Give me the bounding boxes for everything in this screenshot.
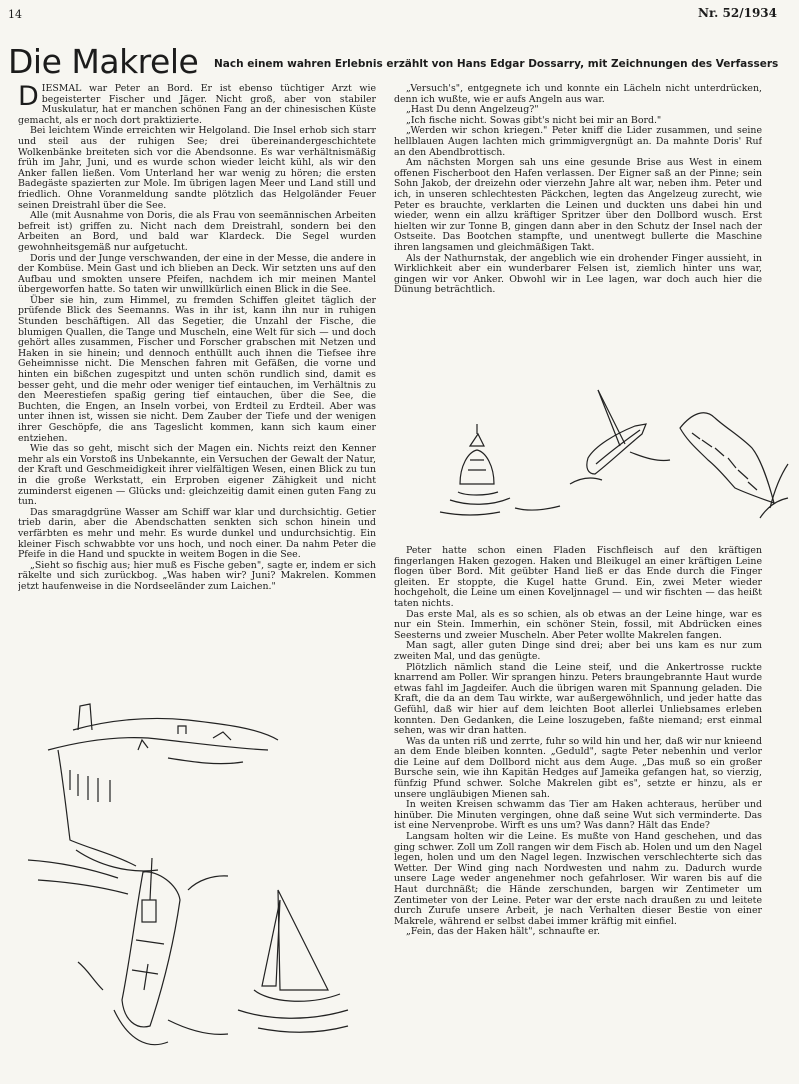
article-title: Die Makrele bbox=[8, 42, 199, 81]
illustration-island-ships bbox=[18, 690, 383, 1075]
paragraph: Was da unten riß und zerrte, fuhr so wild hin und her, daß wir nur knieend an dem Ende bleiben konnten. „Geduld", sagte Peter nebenhin und verlor die Leine auf dem Dollbord nicht aus dem Auge. „Das muß so ein großer Bursche sein, wie ihn Kapitän Hedges auf Jameika gefangen hat, so vierzig, fünfzig Pfund schwer. Solche Makrelen gibt es", setzte er hinzu, als er unsere ungläubigen Mienen sah. bbox=[394, 735, 762, 800]
paragraph: Wie das so geht, mischt sich der Magen ein. Nichts reizt den Kenner mehr als ein Vorstoß ins Unbekannte, ein Versuchen der Gewalt der Natur, der Kraft und Geschmeidigkeit ihrer vielfältigen Wesen, einen Blick zu tun in die große Werkstatt, ein Erproben eigener Zähigkeit und nicht zuminderst eigenen — Glücks und: gleichzeitig damit einen guten Fang zu tun. bbox=[18, 443, 376, 508]
paragraph: Als der Nathurnstak, der angeblich wie ein drohender Finger aussieht, in Wirklichkeit aber ein wunderbarer Felsen ist, ziemlich hinter uns war, gingen wir vor Anker. Obwohl wir in Lee lagen, war doch auch hier die Dünung beträchtlich. bbox=[394, 252, 762, 296]
illustration-buoy-boat bbox=[430, 388, 790, 546]
paragraph bbox=[18, 84, 376, 126]
paragraph: Das smaragdgrüne Wasser am Schiff war klar und durchsichtig. Getier trieb darin, aber die Abendschatten senkten sich schon hinein und verfärbten es mehr und mehr. Es wurde dunkel und undurchsichtig. Ein kleiner Fisch schwabbte vor uns hoch, und noch einer. Da nahm Peter die Pfeife in die Hand und spuckte in weitem Bogen in die See. bbox=[18, 506, 376, 561]
article-header bbox=[8, 44, 788, 84]
paragraph: Doris und der Junge verschwanden, der eine in der Messe, die andere in der Kombüse. Mein Gast und ich blieben an Deck. Wir setzten uns auf den Aufbau und smokten unsere Pfeifen, nachdem ich mir meinen Mantel übergeworfen hatte. So taten wir unwillkürlich einen Blick in die See. bbox=[18, 252, 376, 296]
paragraph: Am nächsten Morgen sah uns eine gesunde Brise aus West in einem offenen Fischerboot den Hafen verlassen. Der Eigner saß an der Pinne; sein Sohn Jakob, der dreizehn oder vierzehn Jahre alt war, neben ihm. Peter und ich, in unseren schlechtesten Päckchen, legten das Angelzeug zurecht, wie Peter es brauchte, verklarten die Leinen und duckten uns dabei hin und wieder, wenn ein allzu kräftiger Spritzer über den Dollbord wusch. Erst hielten wir zur Tonne B, gingen dann aber in den Schutz der Insel nach der Ostseite. Das Bootchen stampfte, und unentwegt bullerte die Maschine ihren langsamen und gleichmäßigen Takt. bbox=[394, 157, 762, 253]
paragraph: Das erste Mal, als es so schien, als ob etwas an der Leine hinge, war es nur ein Stein. Immerhin, ein schöner Stein, fossil, mit Abdrücken eines Seesterns und zweier Muscheln. Aber Peter wollte Makrelen fangen. bbox=[394, 608, 762, 641]
text-column-right-bottom bbox=[394, 546, 762, 1068]
paragraph: „Fein, das der Haken hält", schnaufte er. bbox=[406, 926, 600, 938]
paragraph: „Ich fische nicht. Sowas gibt's nicht bei mir an Bord." bbox=[406, 114, 662, 126]
paragraph: Peter hatte schon einen Fladen Fischfleisch auf den kräftigen fingerlangen Haken gezogen. Haken und Bleikugel an einer kräftigen Leine flogen über Bord. Mit geübter Hand ließ er das Ende durch die Finger gleiten. Er stoppte, die Kugel hatte Grund. Ein, zwei Meter wieder hochgeholt, die Leine um einen Koveljnnagel — und wir fischten — das heißt taten nichts. bbox=[394, 546, 762, 609]
paragraph: „Hast Du denn Angelzeug?" bbox=[406, 104, 539, 116]
paragraph: Bei leichtem Winde erreichten wir Helgoland. Die Insel erhob sich starr und steil aus der ruhigen See; drei übereinandergeschichtete Wolkenbänke breiteten sich vor die Abendsonne. Es war verhältnismäßig früh im Jahr, Juni, und es wurde schon wieder leicht kühl, als wir den Anker fallen ließen. Vom Unterland her war wenig zu hören; die ersten Badegäste spazierten zur Mole. Im übrigen lagen Meer und Land still und friedlich. Ohne Voranmeldung sandte plötzlich das Helgoländer Feuer seinen Dreistrahl über die See. bbox=[18, 125, 376, 211]
drop-cap: D bbox=[18, 84, 39, 112]
paragraph: Über sie hin, zum Himmel, zu fremden Schiffen gleitet täglich der prüfende Blick des Seemanns. Was in ihr ist, kann ihn nur in ruhigen Stunden beschäftigen. All das Segetier, die Unzahl der Fische, die blumigen Quallen, die Tange und Muscheln, eine Welt für sich — und doch gehört alles zusammen, Fischer und Forscher grabschen mit Netzen und Haken in sie hinein; und dennoch enthüllt auch ihnen die Tiefsee ihre Geheimnisse nicht. Die Menschen fahren mit Gefäßen, die vorne und hinten ein bißchen zugespitzt und unten schön rundlich sind, damit es besser geht, und die mehr oder weniger tief eintauchen, im Verhältnis zu den Meerestiefen spaßig gering tief eintauchen, über die See, die Buchten, die Engen, an Inseln vorbei, von Erdteil zu Erdteil. Aber was unter ihnen ist, wissen sie nicht. Dem Zauber der Tiefe und der wenigen ihrer Geschöpfe, die ans Tageslicht kommen, kann sich kaum einer entziehen. bbox=[18, 294, 376, 444]
paragraph: In weiten Kreisen schwamm das Tier am Haken achteraus, herüber und hinüber. Die Minuten vergingen, ohne daß seine Wut sich verminderte. Das ist eine Nervenprobe. Wirft es uns um? Was dann? Hält das Ende? bbox=[394, 799, 762, 832]
page-number: 14 bbox=[8, 8, 22, 21]
paragraph: Langsam holten wir die Leine. Es mußte von Hand geschehen, und das ging schwer. Zoll um Zoll rangen wir dem Fisch ab. Holen und um den Nagel legen, holen und um den Nagel legen. Inzwischen verschlechterte sich das Wetter. Der Wind ging nach Nordwesten und nahm zu. Dadurch wurde unsere Lage weder angenehmer noch gefahrloser. Wir waren bis auf die Haut durchnäßt; die Hände zerschunden, bargen wir Zentimeter um Zentimeter von der Leine. Peter war der erste nach draußen zu und leitete durch Zurufe unsere Arbeit, je nach Verhalten dieser Bestie von einer Makrele, während er selbst dabei immer kräftig mit einfiel. bbox=[394, 831, 762, 927]
text-column-right-top bbox=[394, 84, 762, 388]
article-subtitle: Nach einem wahren Erlebnis erzählt von Hans Edgar Dossarry, mit Zeichnungen des Verfassers bbox=[214, 58, 779, 70]
paragraph: „Werden wir schon kriegen." Peter kniff die Lider zusammen, und seine hellblauen Augen lachten mich grimmigvergnügt an. Da mahnte Doris' Ruf an den Abendbrottisch. bbox=[394, 125, 762, 158]
paragraph: Alle (mit Ausnahme von Doris, die als Frau von seemännischen Arbeiten befreit ist) griffen zu. Nicht nach dem Dreistrahl, sondern bei den Arbeiten an Bord, und bald war Klardeck. Die Segel wurden gewohnheitsgemäß nur aufgetucht. bbox=[18, 210, 376, 253]
paragraph: „Versuch's", entgegnete ich und konnte ein Lächeln nicht unterdrücken, denn ich wußte, wie er aufs Angeln aus war. bbox=[394, 84, 762, 105]
paragraph: Plötzlich nämlich stand die Leine steif, und die Ankertrosse ruckte knarrend am Poller. Wir sprangen hinzu. Peters braungebrannte Haut wurde etwas fahl im Jagdeifer. Auch die übrigen waren mit Spannung geladen. Die Kraft, die da an dem Tau wirkte, war außergewöhnlich, und jeder hatte das Gefühl, daß wir hier auf dem leichten Boot allerlei Unliebsames erleben konnten. Den Gedanken, die Leine loszugeben, faßte niemand; erst einmal sehen, was wir dran hatten. bbox=[394, 661, 762, 737]
paragraph: Man sagt, aller guten Dinge sind drei; aber bei uns kam es nur zum zweiten Mal, und das genügte. bbox=[394, 640, 762, 662]
issue-number: Nr. 52/1934 bbox=[697, 6, 777, 20]
paragraph-text: IESMAL war Peter an Bord. Er ist ebenso tüchtiger Arzt wie begeisterter Fischer und Jäger. Nicht groß, aber von stabiler Muskulatur, hat er manchen schönen Fang an der chinesischen Küste gemacht, als er noch dort praktizierte. bbox=[18, 84, 376, 126]
text-column-left bbox=[18, 84, 376, 684]
paragraph: „Sieht so fischig aus; hier muß es Fische geben", sagte er, indem er sich räkelte und sich zurückbog. „Was haben wir? Juni? Makrelen. Kommen jetzt haufenweise in die Nordseeländer zum Laichen." bbox=[18, 559, 376, 592]
